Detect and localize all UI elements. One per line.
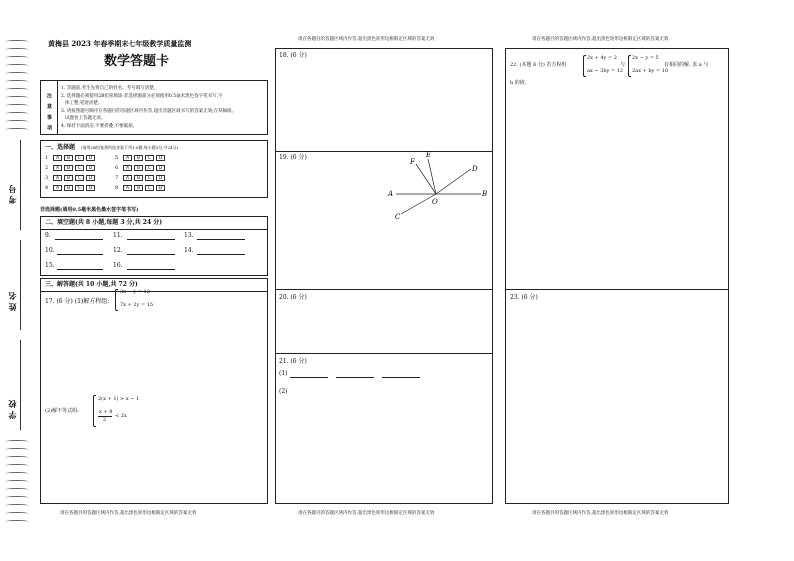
choice-row bbox=[45, 185, 97, 191]
q17-ineq1: 2(x + 1) > x − 1 bbox=[98, 396, 140, 402]
q19-figure bbox=[386, 149, 496, 219]
tear-line bbox=[6, 128, 28, 132]
fill-number: 10. bbox=[45, 247, 55, 254]
fig-label-o: O bbox=[432, 198, 438, 206]
choice-row bbox=[45, 155, 97, 161]
brace bbox=[628, 55, 631, 77]
option-bubble[interactable]: D bbox=[156, 185, 165, 191]
q17-ineq2-rest: < 2x bbox=[115, 413, 127, 419]
divider bbox=[276, 289, 492, 290]
tear-line bbox=[6, 504, 28, 508]
question-number: 6 bbox=[115, 165, 119, 171]
divider bbox=[276, 353, 492, 354]
choice-note: (请用2B铅笔将所选答案下列1-8题,每小题3分,共24分) bbox=[81, 145, 179, 150]
tear-line bbox=[6, 456, 28, 460]
q22-eq2: ax − 3by = 12 bbox=[587, 68, 624, 74]
tear-line bbox=[6, 480, 28, 484]
option-bubble[interactable]: A bbox=[53, 165, 62, 171]
middle-column bbox=[275, 48, 493, 504]
tear-line bbox=[6, 464, 28, 468]
q19-label: 19. (6 分) bbox=[279, 154, 307, 161]
tear-line bbox=[6, 80, 28, 84]
brace bbox=[115, 289, 118, 311]
notice-item: 试题卷上答题无效。 bbox=[65, 116, 106, 121]
answer-line[interactable] bbox=[55, 239, 103, 240]
answer-line[interactable] bbox=[290, 377, 328, 378]
answer-line[interactable] bbox=[197, 239, 245, 240]
option-bubble[interactable]: C bbox=[75, 165, 84, 171]
choice-row bbox=[45, 175, 97, 181]
tear-line bbox=[6, 56, 28, 60]
tear-line bbox=[6, 48, 28, 52]
fill-number: 13. bbox=[184, 232, 194, 239]
fill-number: 11. bbox=[113, 232, 123, 239]
option-bubble[interactable]: D bbox=[86, 165, 95, 171]
q22-mid: 与 bbox=[620, 62, 626, 68]
warning-text: 请在各题目的答题区域内作答,超出黑色矩形边框限定区域的答案无效 bbox=[60, 511, 197, 516]
q17-ineq2-den: 2 bbox=[103, 417, 107, 423]
answer-line[interactable] bbox=[57, 269, 103, 270]
option-bubble[interactable]: B bbox=[64, 185, 73, 191]
tear-line bbox=[6, 112, 28, 116]
exam-title: 黄梅县 2023 年春季期末七年级教学质量监测 bbox=[48, 39, 192, 48]
option-bubble[interactable]: A bbox=[123, 155, 132, 161]
notice-item: 1. 答题前,考生先将自己的姓名、考号填写清楚。 bbox=[61, 86, 159, 91]
fig-label-b: B bbox=[482, 190, 488, 198]
q20-label: 20. (6 分) bbox=[279, 294, 307, 301]
option-bubble[interactable]: C bbox=[145, 175, 154, 181]
tear-line bbox=[6, 448, 28, 452]
option-bubble[interactable]: C bbox=[145, 165, 154, 171]
question-number: 2 bbox=[45, 165, 49, 171]
option-bubble[interactable]: D bbox=[156, 155, 165, 161]
option-bubble[interactable]: D bbox=[86, 175, 95, 181]
fig-label-d: D bbox=[472, 165, 478, 173]
option-bubble[interactable]: C bbox=[75, 175, 84, 181]
option-bubble[interactable]: D bbox=[156, 175, 165, 181]
warning-text: 请在各题目的答题区域内作答,超出黑色矩形边框限定区域的答案无效 bbox=[532, 37, 669, 42]
tear-line bbox=[6, 472, 28, 476]
divider bbox=[506, 289, 728, 290]
q23-label: 23. (6 分) bbox=[510, 294, 538, 301]
q21-part1: (1) bbox=[279, 370, 288, 377]
option-bubble[interactable]: B bbox=[134, 165, 143, 171]
q17-part2: (2)解不等式组: bbox=[45, 408, 79, 414]
brace bbox=[583, 55, 586, 77]
nonchoice-note: 非选择题(请用0.5毫米黑色墨水签字笔书写) bbox=[40, 207, 139, 213]
warning-text: 请在各题目的答题区域内作答,超出黑色矩形边框限定区域的答案无效 bbox=[298, 37, 435, 42]
tear-line bbox=[6, 40, 28, 44]
notice-box bbox=[40, 80, 268, 135]
tear-line bbox=[6, 120, 28, 124]
q21-part2: (2) bbox=[279, 388, 288, 395]
fig-label-c: C bbox=[395, 213, 401, 219]
option-bubble[interactable]: D bbox=[156, 165, 165, 171]
fill-title: 二、填空题(共 8 小题,每题 3 分,共 24 分) bbox=[45, 219, 163, 226]
warning-text: 请在各题目的答题区域内作答,超出黑色矩形边框限定区域的答案无效 bbox=[298, 511, 435, 516]
divider bbox=[41, 291, 267, 292]
option-bubble[interactable]: C bbox=[75, 155, 84, 161]
tear-line bbox=[6, 520, 28, 524]
question-number: 3 bbox=[45, 175, 49, 181]
question-number: 7 bbox=[115, 175, 119, 181]
tear-line bbox=[6, 72, 28, 76]
answer-line[interactable] bbox=[197, 254, 245, 255]
option-bubble[interactable]: B bbox=[64, 155, 73, 161]
answer-line[interactable] bbox=[127, 269, 175, 270]
fill-number: 15. bbox=[45, 262, 55, 269]
tear-line bbox=[6, 440, 28, 444]
option-bubble[interactable]: A bbox=[53, 175, 62, 181]
option-bubble[interactable]: B bbox=[64, 165, 73, 171]
solve-title: 三、解答题(共 10 小题,共 72 分) bbox=[45, 281, 138, 288]
option-bubble[interactable]: B bbox=[134, 155, 143, 161]
question-number: 1 bbox=[45, 155, 49, 161]
fill-number: 16. bbox=[113, 262, 123, 269]
answer-line[interactable] bbox=[57, 254, 103, 255]
question-number: 8 bbox=[115, 185, 119, 191]
tear-line bbox=[6, 104, 28, 108]
fig-label-e: E bbox=[426, 151, 432, 159]
warning-text: 请在各题目的答题区域内作答,超出黑色矩形边框限定区域的答案无效 bbox=[532, 511, 669, 516]
fill-section bbox=[40, 216, 268, 276]
option-bubble[interactable]: A bbox=[123, 165, 132, 171]
fill-line bbox=[20, 340, 21, 430]
q21-label: 21. (6 分) bbox=[279, 358, 307, 365]
field-school-label: 学 校 bbox=[7, 400, 17, 419]
answer-line[interactable] bbox=[336, 377, 374, 378]
q22-tail2: b 的值. bbox=[510, 80, 527, 86]
option-bubble[interactable]: A bbox=[123, 175, 132, 181]
choice-row bbox=[115, 165, 167, 171]
q17-label: 17. (6 分) (1)解方程组: bbox=[45, 298, 110, 305]
fill-line bbox=[20, 240, 21, 330]
answer-line[interactable] bbox=[382, 377, 420, 378]
q17-eq1: 3x − y = 12 bbox=[120, 289, 150, 295]
fill-line bbox=[20, 140, 21, 230]
notice-item: 2. 选择题必须使用2B铅笔填涂;非选择题部分必须使用0.5毫米黑色签字笔书写,字 bbox=[61, 94, 223, 99]
notice-item: 体工整,笔迹清楚。 bbox=[65, 101, 103, 106]
choice-section bbox=[40, 140, 268, 198]
answer-line[interactable] bbox=[127, 254, 175, 255]
tear-line bbox=[6, 512, 28, 516]
choice-row bbox=[115, 175, 167, 181]
field-number-label: 考 号 bbox=[7, 185, 17, 204]
option-bubble[interactable]: C bbox=[75, 185, 84, 191]
fill-number: 12. bbox=[113, 247, 123, 254]
solve-section bbox=[40, 278, 268, 504]
tear-line bbox=[6, 496, 28, 500]
fig-label-f: F bbox=[410, 158, 415, 166]
q22-label: 22. (本题 6 分) 若方程组 bbox=[510, 62, 567, 68]
tear-line bbox=[6, 88, 28, 92]
fill-number: 9. bbox=[45, 232, 51, 239]
choice-title: 一、选择题 bbox=[45, 144, 76, 151]
fill-number: 14. bbox=[184, 247, 194, 254]
q18-label: 18. (6 分) bbox=[279, 52, 307, 59]
choice-row bbox=[115, 185, 167, 191]
q22-eq3: 2x − y = 5 bbox=[632, 55, 659, 61]
option-bubble[interactable]: B bbox=[64, 175, 73, 181]
question-number: 4 bbox=[45, 185, 49, 191]
question-number: 5 bbox=[115, 155, 119, 161]
q17-ineq2-num: x + 9 bbox=[99, 409, 113, 415]
q22-eq1: 2x + 4y = 2 bbox=[587, 55, 617, 61]
choice-row bbox=[45, 165, 97, 171]
choice-row bbox=[115, 155, 167, 161]
q17-eq2: 7x + 2y = 15 bbox=[120, 302, 154, 308]
brace bbox=[93, 395, 96, 427]
card-title: 数学答题卡 bbox=[104, 54, 170, 69]
notice-label: 注 意 事 项 bbox=[46, 93, 52, 133]
divider bbox=[57, 81, 58, 134]
notice-item: 3. 请按照题号顺序在各题目的答题区域内作答,超出答题区域书写的答案无效;在草稿纸、 bbox=[61, 109, 237, 114]
option-bubble[interactable]: A bbox=[53, 185, 62, 191]
option-bubble[interactable]: C bbox=[145, 155, 154, 161]
option-bubble[interactable]: C bbox=[145, 185, 154, 191]
option-bubble[interactable]: D bbox=[86, 155, 95, 161]
q22-tail: 有相同的解, 求 a 与 bbox=[664, 62, 709, 68]
notice-item: 4. 保持卡面清洁,不要折叠,不要破损。 bbox=[61, 124, 138, 129]
tear-line bbox=[6, 488, 28, 492]
option-bubble[interactable]: B bbox=[134, 185, 143, 191]
tear-line bbox=[6, 64, 28, 68]
q22-eq4: 2ax + by = 10 bbox=[632, 68, 669, 74]
option-bubble[interactable]: B bbox=[134, 175, 143, 181]
right-column bbox=[505, 48, 729, 504]
option-bubble[interactable]: A bbox=[123, 185, 132, 191]
field-name-label: 姓 名 bbox=[7, 292, 17, 311]
option-bubble[interactable]: D bbox=[86, 185, 95, 191]
fig-label-a: A bbox=[388, 190, 394, 198]
tear-line bbox=[6, 96, 28, 100]
divider bbox=[41, 229, 267, 230]
option-bubble[interactable]: A bbox=[53, 155, 62, 161]
answer-line[interactable] bbox=[127, 239, 175, 240]
